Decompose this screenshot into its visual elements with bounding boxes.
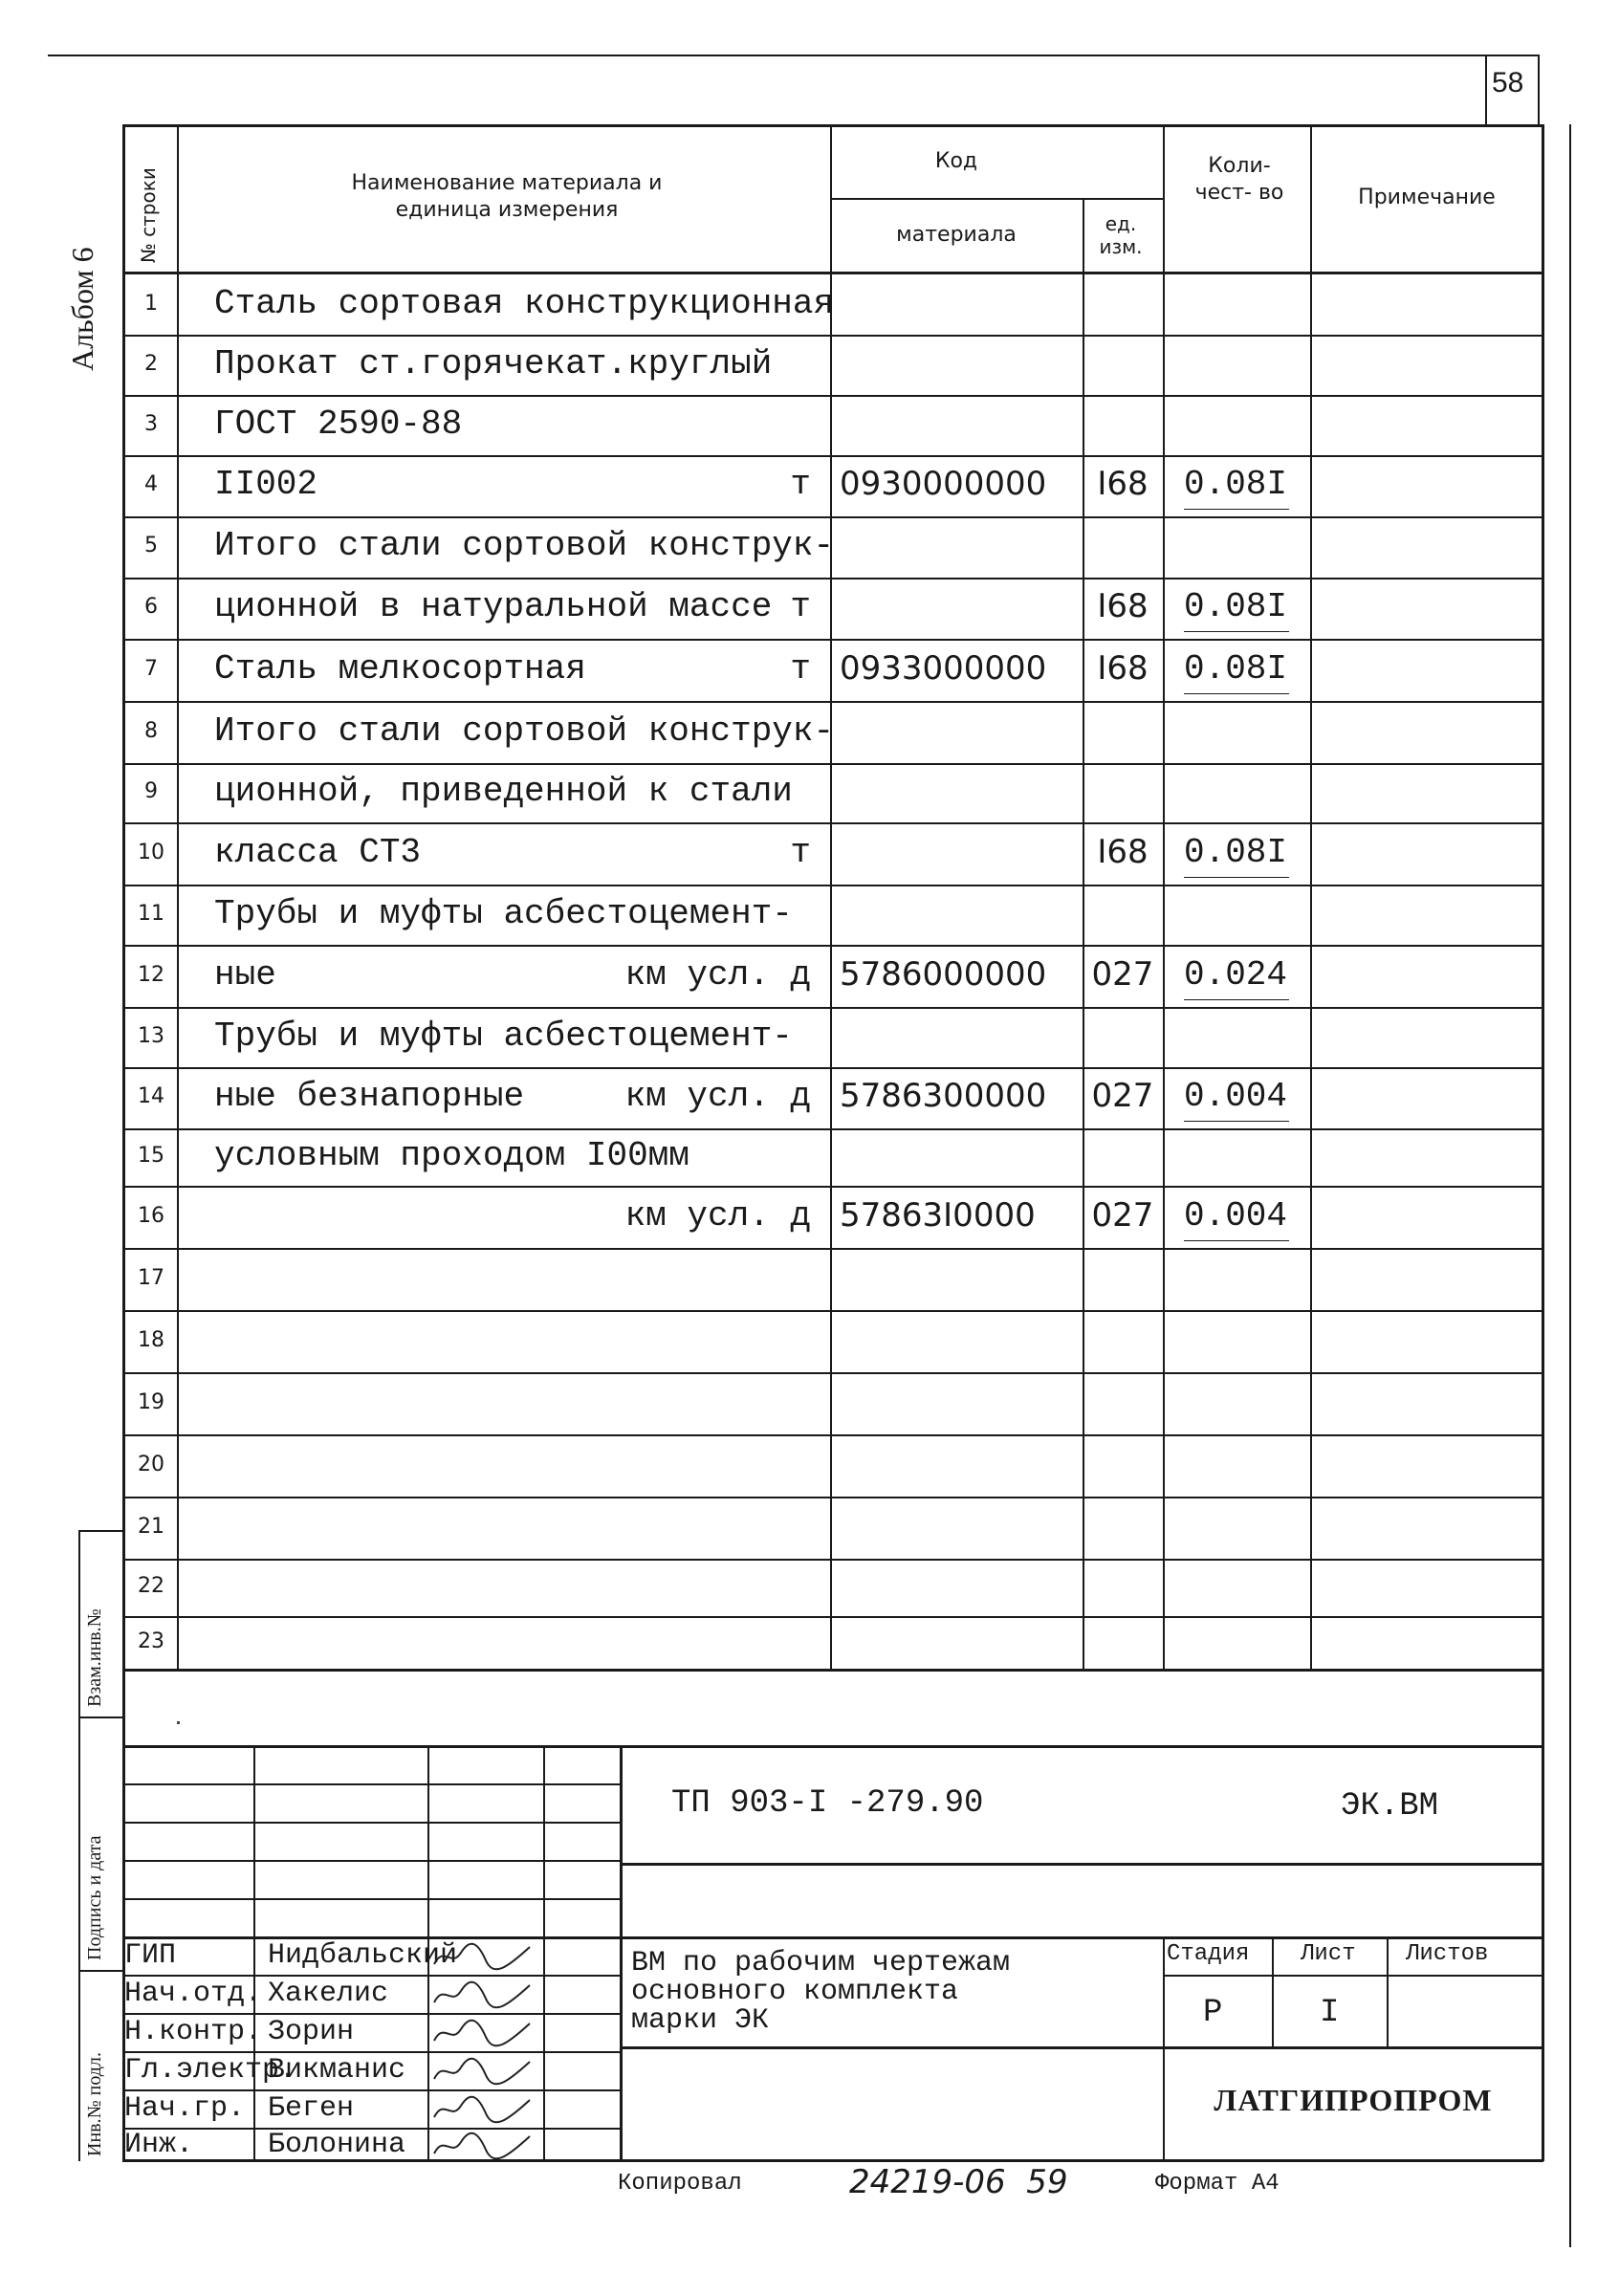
sheet-label: Лист — [1301, 1941, 1356, 1967]
row-number: 9 — [144, 779, 158, 803]
row-number: 2 — [144, 351, 158, 376]
row-material-code: 5786300000 — [840, 1077, 1047, 1115]
header-name: Наименование материала и единица измерения — [351, 171, 663, 222]
table-row — [122, 1497, 1543, 1559]
table-row — [122, 1372, 1543, 1434]
staff-row — [124, 2054, 618, 2088]
row-material-code: 5786000000 — [840, 954, 1047, 994]
album-label: Альбом 6 — [65, 247, 99, 371]
row-name: Итого стали сортовой конструк- — [214, 526, 835, 565]
page-number: 58 — [1492, 67, 1524, 98]
stage-value: Р — [1203, 1995, 1223, 2031]
staff-role: Нач.отд. — [124, 1978, 263, 2010]
row-name: Сталь мелкосортная — [214, 648, 586, 689]
row-number: 7 — [144, 656, 158, 681]
table-row — [122, 1559, 1543, 1616]
row-number: 1 — [144, 291, 158, 316]
staff-name: Беген — [268, 2092, 355, 2125]
row-quantity: 0.08I — [1184, 832, 1288, 872]
table-row — [122, 1248, 1543, 1310]
doc-description — [631, 1949, 1010, 2035]
row-number: 21 — [138, 1514, 164, 1539]
doc-code: ТП 903-I -279.90 — [671, 1785, 984, 1822]
row-unit-code: I68 — [1097, 832, 1149, 871]
header-code: Код — [934, 149, 978, 173]
signature-icon — [430, 2092, 536, 2125]
header-row-no: № строки — [137, 167, 160, 263]
row-number: 13 — [138, 1023, 164, 1048]
row-number: 6 — [144, 595, 158, 619]
staff-row — [124, 2092, 618, 2127]
row-unit-label: км усл. д — [624, 1195, 811, 1235]
row-name: Итого стали сортовой конструк- — [214, 711, 835, 751]
row-unit-code: I68 — [1097, 587, 1149, 625]
staff-role: Инж. — [124, 2129, 194, 2161]
doc-mark: ЭК.ВМ — [1341, 1788, 1439, 1825]
signature-icon — [430, 2016, 536, 2048]
row-unit-code: 027 — [1091, 1195, 1154, 1235]
row-unit-code: 027 — [1091, 954, 1154, 994]
footer-handwritten-number: 24219-06 59 — [849, 2163, 1068, 2201]
footer-copied: Копировал — [618, 2171, 742, 2197]
row-unit-label: т — [790, 648, 811, 689]
row-name: ные безнапорные — [214, 1077, 525, 1116]
signature-icon — [430, 1978, 536, 2010]
table-row — [122, 1186, 1543, 1248]
dot-mark — [177, 1721, 180, 1724]
signature-icon — [430, 2129, 536, 2161]
footer-format: Формат А4 — [1155, 2171, 1280, 2197]
table-row — [122, 945, 1543, 1007]
staff-name: Викманис — [268, 2054, 406, 2087]
table-row — [122, 1616, 1543, 1669]
row-number: 3 — [144, 411, 158, 436]
row-name: II002 — [214, 465, 318, 504]
row-number: 20 — [138, 1452, 164, 1476]
staff-name: Болонина — [268, 2129, 406, 2161]
row-unit-label: км усл. д — [624, 954, 811, 995]
signature-icon — [430, 1939, 536, 1972]
row-quantity: 0.08I — [1184, 587, 1288, 626]
stage-label: Стадия — [1167, 1941, 1250, 1967]
row-number: 11 — [138, 901, 164, 926]
row-quantity: 0.004 — [1184, 1195, 1288, 1235]
staff-row — [124, 2016, 618, 2050]
staff-name: Нидбальский — [268, 1939, 458, 1972]
sheets-label: Листов — [1406, 1941, 1489, 1967]
row-name: класса СТ3 — [214, 832, 422, 872]
row-unit-label: т — [790, 465, 811, 504]
header-note: Примечание — [1358, 186, 1496, 209]
header-material: материала — [896, 223, 1017, 247]
row-number: 5 — [144, 534, 158, 558]
row-name: ные — [214, 954, 276, 995]
row-unit-code: I68 — [1097, 465, 1149, 503]
row-name: условным проходом I00мм — [214, 1136, 689, 1175]
row-number: 15 — [138, 1144, 164, 1168]
row-unit-label: км усл. д — [624, 1077, 811, 1116]
row-number: 8 — [144, 718, 158, 743]
row-name: Трубы и муфты асбестоцемент- — [214, 1016, 793, 1056]
side-label-vzam: Взам.инв.№ — [84, 1608, 105, 1707]
description-line-3: марки ЭК — [631, 2004, 770, 2037]
row-number: 10 — [138, 840, 164, 864]
row-quantity: 0.08I — [1184, 648, 1288, 689]
row-unit-label: т — [790, 587, 811, 626]
side-label-podpis: Подпись и дата — [84, 1835, 105, 1960]
side-label-inv: Инв.№ подл. — [84, 2052, 105, 2156]
organization: ЛАТГИПРОПРОМ — [1214, 2083, 1493, 2117]
staff-name: Хакелис — [268, 1978, 389, 2010]
table-row — [122, 455, 1543, 516]
sheet-value: I — [1320, 1995, 1340, 2031]
staff-role: ГИП — [124, 1939, 177, 1972]
staff-name: Зорин — [268, 2016, 355, 2048]
staff-role: Н.контр. — [124, 2016, 263, 2048]
row-name: ционной, приведенной к стали — [214, 772, 793, 811]
row-number: 18 — [138, 1327, 164, 1352]
row-unit-label: т — [790, 832, 811, 872]
row-number: 16 — [138, 1203, 164, 1228]
staff-row — [124, 1978, 618, 2012]
row-unit-code: 027 — [1091, 1077, 1154, 1115]
signature-icon — [430, 2054, 536, 2087]
row-name: ционной в натуральной массе — [214, 587, 773, 626]
row-quantity: 0.024 — [1184, 954, 1288, 995]
row-number: 22 — [138, 1574, 164, 1598]
staff-role: Нач.гр. — [124, 2092, 246, 2125]
table-row — [122, 1434, 1543, 1497]
row-unit-code: I68 — [1097, 648, 1149, 688]
staff-row — [124, 1939, 618, 1974]
row-name: Прокат ст.горячекат.круглый — [214, 343, 773, 383]
row-material-code: 0933000000 — [840, 648, 1047, 688]
row-number: 14 — [138, 1084, 164, 1108]
row-number: 19 — [138, 1389, 164, 1414]
row-number: 4 — [144, 472, 158, 496]
row-name: Трубы и муфты асбестоцемент- — [214, 893, 793, 933]
row-number: 12 — [138, 962, 164, 987]
row-material-code: 0930000000 — [840, 465, 1047, 503]
row-name: Сталь сортовая конструкционная — [214, 283, 835, 323]
row-number: 23 — [138, 1629, 164, 1653]
row-name: ГОСТ 2590-88 — [214, 404, 463, 444]
staff-row — [124, 2129, 618, 2163]
staff-role: Гл.электр. — [124, 2054, 297, 2087]
row-number: 17 — [138, 1265, 164, 1290]
description-line-1: ВМ по рабочим чертежам — [631, 1947, 1011, 1979]
row-material-code: 57863I0000 — [840, 1195, 1036, 1235]
row-quantity: 0.004 — [1184, 1077, 1288, 1116]
header-unit: ед. изм. — [1099, 212, 1143, 258]
description-line-2: основного комплекта — [631, 1976, 959, 2008]
row-quantity: 0.08I — [1184, 465, 1288, 504]
header-quantity: Коли- чест- во — [1194, 154, 1284, 205]
table-row — [122, 1310, 1543, 1372]
